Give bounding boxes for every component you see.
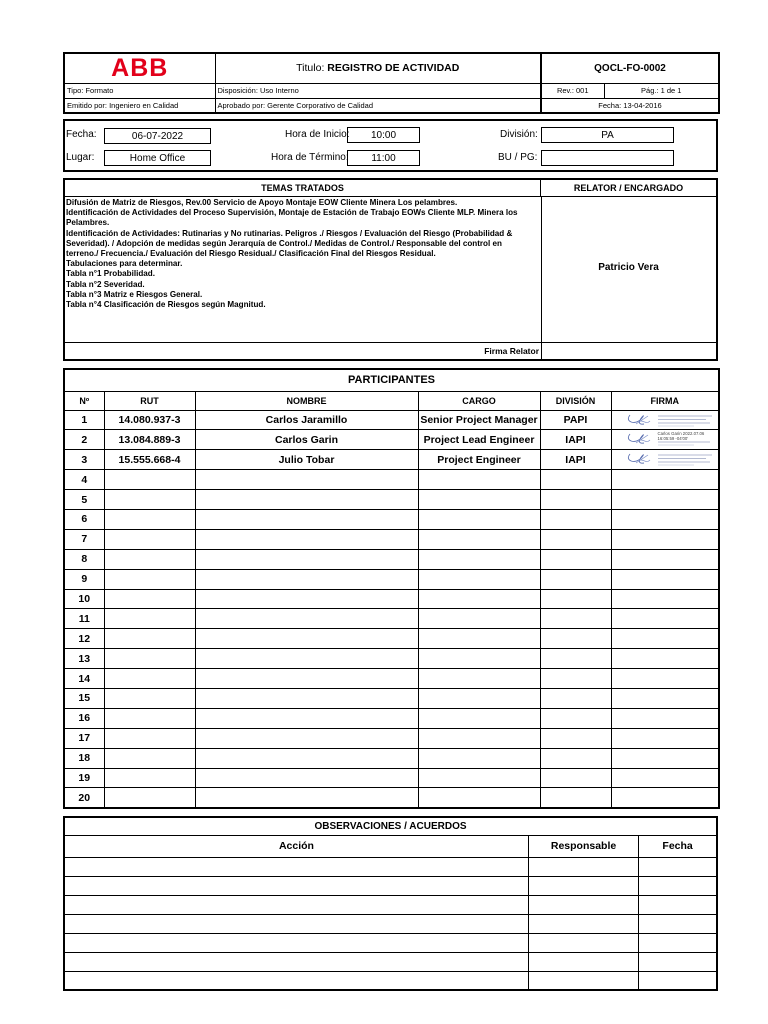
- temas-line: Tabla n°1 Probabilidad.: [66, 269, 155, 279]
- cargo-cell[interactable]: [418, 728, 540, 748]
- cargo-cell[interactable]: [418, 490, 540, 510]
- rut-cell[interactable]: [104, 788, 195, 808]
- rut-cell[interactable]: [104, 470, 195, 490]
- row-number: 20: [64, 788, 104, 808]
- accion-cell[interactable]: [64, 914, 528, 933]
- nombre-cell[interactable]: [195, 748, 418, 768]
- bu-field[interactable]: [541, 150, 674, 166]
- temas-line: Pelambres.: [66, 218, 110, 228]
- temas-section: [63, 178, 718, 361]
- col-header-cargo: CARGO: [418, 391, 540, 410]
- document-header: [63, 52, 720, 114]
- row-number: 2: [64, 430, 104, 450]
- division-cell[interactable]: IAPI: [540, 430, 611, 450]
- participant-row: [64, 450, 719, 470]
- cargo-cell[interactable]: [418, 748, 540, 768]
- fecha-cell[interactable]: [639, 933, 717, 952]
- firma-cell[interactable]: [611, 669, 719, 689]
- row-number: 8: [64, 549, 104, 569]
- division-cell[interactable]: [540, 569, 611, 589]
- fecha-cell[interactable]: [639, 952, 717, 971]
- rut-cell[interactable]: [104, 569, 195, 589]
- rut-cell[interactable]: [104, 708, 195, 728]
- temas-line: Tabulaciones para determinar.: [66, 259, 183, 269]
- rut-cell[interactable]: [104, 529, 195, 549]
- bu-label: BU / PG:: [498, 152, 538, 163]
- temas-line: Tabla n°3 Matriz e Riesgos General.: [66, 289, 203, 299]
- firma-relator-field[interactable]: [541, 343, 716, 360]
- responsable-cell[interactable]: [528, 895, 638, 914]
- accion-cell[interactable]: [64, 933, 528, 952]
- row-number: 13: [64, 649, 104, 669]
- division-cell[interactable]: [540, 649, 611, 669]
- participant-row: [64, 728, 719, 748]
- row-number: 6: [64, 509, 104, 529]
- fecha-field[interactable]: 06-07-2022: [104, 128, 211, 144]
- nombre-cell[interactable]: [195, 688, 418, 708]
- firma-cell[interactable]: [611, 490, 719, 510]
- row-number: 19: [64, 768, 104, 788]
- row-number: 4: [64, 470, 104, 490]
- cargo-cell[interactable]: [418, 609, 540, 629]
- division-cell[interactable]: [540, 728, 611, 748]
- participant-row: [64, 748, 719, 768]
- responsable-cell[interactable]: [528, 971, 638, 990]
- firma-cell[interactable]: [611, 410, 719, 430]
- division-cell[interactable]: [540, 748, 611, 768]
- division-label: División:: [500, 129, 538, 140]
- participant-row: [64, 430, 719, 450]
- nombre-cell[interactable]: [195, 490, 418, 510]
- firma-cell[interactable]: [611, 569, 719, 589]
- observacion-row: [64, 971, 717, 990]
- participant-row: [64, 549, 719, 569]
- revision: Rev.: 001: [541, 83, 604, 98]
- accion-cell[interactable]: [64, 895, 528, 914]
- nombre-cell[interactable]: Carlos Garin: [195, 430, 418, 450]
- emitido: Emitido por: Ingeniero en Calidad: [64, 98, 215, 113]
- firma-cell[interactable]: [611, 549, 719, 569]
- participant-row: [64, 509, 719, 529]
- row-number: 15: [64, 688, 104, 708]
- fecha-label: Fecha:: [66, 129, 97, 140]
- responsable-cell[interactable]: [528, 857, 638, 876]
- rut-cell[interactable]: [104, 748, 195, 768]
- nombre-cell[interactable]: Julio Tobar: [195, 450, 418, 470]
- cargo-cell[interactable]: [418, 589, 540, 609]
- row-number: 3: [64, 450, 104, 470]
- firma-relator-label: Firma Relator: [484, 346, 539, 356]
- rut-cell[interactable]: [104, 728, 195, 748]
- fecha-cell[interactable]: [639, 857, 717, 876]
- temas-line: Severidad). / Adopción de medidas según Jerarquía de Control./ Medidas de Control./ Responsable del control en: [66, 238, 502, 248]
- firma-cell[interactable]: [611, 649, 719, 669]
- firma-cell[interactable]: [611, 768, 719, 788]
- accion-cell[interactable]: [64, 971, 528, 990]
- participant-row: [64, 589, 719, 609]
- division-field[interactable]: PA: [541, 127, 674, 143]
- participant-row: [64, 629, 719, 649]
- document-date: Fecha: 13-04-2016: [541, 98, 719, 113]
- firma-cell[interactable]: [611, 728, 719, 748]
- cargo-cell[interactable]: [418, 708, 540, 728]
- division-cell[interactable]: [540, 549, 611, 569]
- nombre-cell[interactable]: [195, 529, 418, 549]
- firma-cell[interactable]: [611, 589, 719, 609]
- row-number: 7: [64, 529, 104, 549]
- participant-row: [64, 708, 719, 728]
- rut-cell[interactable]: 14.080.937-3: [104, 410, 195, 430]
- hora-termino-label: Hora de Término:: [271, 152, 349, 163]
- accion-cell[interactable]: [64, 952, 528, 971]
- division-cell[interactable]: [540, 609, 611, 629]
- participant-row: [64, 569, 719, 589]
- division-cell[interactable]: PAPI: [540, 410, 611, 430]
- division-cell[interactable]: [540, 509, 611, 529]
- division-cell[interactable]: [540, 529, 611, 549]
- firma-cell[interactable]: [611, 450, 719, 470]
- rut-cell[interactable]: 13.084.889-3: [104, 430, 195, 450]
- document-title: REGISTRO DE ACTIVIDAD: [327, 62, 460, 75]
- division-cell[interactable]: [540, 629, 611, 649]
- nombre-cell[interactable]: [195, 788, 418, 808]
- nombre-cell[interactable]: [195, 470, 418, 490]
- cargo-cell[interactable]: [418, 549, 540, 569]
- row-number: 17: [64, 728, 104, 748]
- nombre-cell[interactable]: [195, 589, 418, 609]
- signature-text: Carlos Garin 2022.07.06 16:05:59 -04'00': [658, 431, 718, 441]
- col-header-firma: FIRMA: [611, 391, 719, 410]
- observacion-row: [64, 914, 717, 933]
- observaciones-table: [63, 816, 718, 991]
- signature-image: [614, 412, 718, 429]
- responsable-cell[interactable]: [528, 952, 638, 971]
- fecha-cell[interactable]: [639, 876, 717, 895]
- firma-cell[interactable]: [611, 470, 719, 490]
- participant-row: [64, 490, 719, 510]
- firma-cell[interactable]: [611, 609, 719, 629]
- responsable-cell[interactable]: [528, 914, 638, 933]
- fecha-cell[interactable]: [639, 971, 717, 990]
- observacion-row: [64, 933, 717, 952]
- lugar-field[interactable]: Home Office: [104, 150, 211, 166]
- row-number: 12: [64, 629, 104, 649]
- responsable-cell[interactable]: [528, 876, 638, 895]
- cargo-cell[interactable]: [418, 768, 540, 788]
- activity-info: [63, 119, 718, 172]
- nombre-cell[interactable]: [195, 629, 418, 649]
- nombre-cell[interactable]: Carlos Jaramillo: [195, 410, 418, 430]
- participant-row: [64, 609, 719, 629]
- participant-row: [64, 768, 719, 788]
- cargo-cell[interactable]: Project Engineer: [418, 450, 540, 470]
- observacion-row: [64, 895, 717, 914]
- temas-line: Identificación de Actividades del Proceso Supervisión, Montaje de Estación de Trabajo EOWs Cliente MLP. Minera los: [66, 208, 518, 218]
- fecha-cell[interactable]: [639, 914, 717, 933]
- observacion-row: [64, 857, 717, 876]
- col-header-nombre: NOMBRE: [195, 391, 418, 410]
- rut-cell[interactable]: [104, 589, 195, 609]
- rut-cell[interactable]: [104, 629, 195, 649]
- row-number: 16: [64, 708, 104, 728]
- hora-inicio-field[interactable]: 10:00: [347, 127, 420, 143]
- row-number: 14: [64, 669, 104, 689]
- tipo: Tipo: Formato: [64, 83, 215, 98]
- cargo-cell[interactable]: Senior Project Manager: [418, 410, 540, 430]
- signature-image: [614, 451, 718, 468]
- row-number: 1: [64, 410, 104, 430]
- nombre-cell[interactable]: [195, 669, 418, 689]
- division-cell[interactable]: [540, 470, 611, 490]
- division-cell[interactable]: [540, 688, 611, 708]
- participant-row: [64, 788, 719, 808]
- col-header-responsable: Responsable: [528, 835, 638, 857]
- participant-row: [64, 688, 719, 708]
- rut-cell[interactable]: [104, 549, 195, 569]
- page-count: Pág.: 1 de 1: [604, 83, 719, 98]
- row-number: 9: [64, 569, 104, 589]
- col-header-n: Nº: [64, 391, 104, 410]
- code-cell: QOCL-FO-0002: [541, 53, 719, 83]
- rut-cell[interactable]: [104, 688, 195, 708]
- accion-cell[interactable]: [64, 857, 528, 876]
- col-header-rut: RUT: [104, 391, 195, 410]
- cargo-cell[interactable]: [418, 669, 540, 689]
- lugar-label: Lugar:: [66, 152, 95, 163]
- relator-name: Patricio Vera: [598, 262, 659, 273]
- participant-row: [64, 669, 719, 689]
- firma-cell[interactable]: [611, 430, 719, 450]
- division-cell[interactable]: [540, 768, 611, 788]
- cargo-cell[interactable]: [418, 470, 540, 490]
- rut-cell[interactable]: [104, 768, 195, 788]
- accion-cell[interactable]: [64, 876, 528, 895]
- col-header-division: DIVISIÓN: [540, 391, 611, 410]
- aprobado: Aprobado por: Gerente Corporativo de Calidad: [215, 98, 541, 113]
- col-header-fecha: Fecha: [639, 835, 717, 857]
- rut-cell[interactable]: [104, 649, 195, 669]
- nombre-cell[interactable]: [195, 569, 418, 589]
- rut-cell[interactable]: [104, 669, 195, 689]
- division-cell[interactable]: [540, 788, 611, 808]
- cargo-cell[interactable]: [418, 788, 540, 808]
- nombre-cell[interactable]: [195, 708, 418, 728]
- participantes-title: PARTICIPANTES: [64, 369, 719, 391]
- title-cell: [215, 53, 541, 83]
- responsable-cell[interactable]: [528, 933, 638, 952]
- temas-line: Identificación de Actividades: Rutinarias y No rutinarias. Peligros ./ Riesgos / Evaluación del Riesgo (Probabilidad &: [66, 228, 513, 238]
- firma-cell[interactable]: [611, 748, 719, 768]
- rut-cell[interactable]: [104, 490, 195, 510]
- observacion-row: [64, 876, 717, 895]
- disposicion: Disposición: Uso Interno: [215, 83, 541, 98]
- firma-cell[interactable]: [611, 509, 719, 529]
- rut-cell[interactable]: [104, 609, 195, 629]
- division-cell[interactable]: [540, 589, 611, 609]
- cargo-cell[interactable]: [418, 649, 540, 669]
- nombre-cell[interactable]: [195, 768, 418, 788]
- participant-row: [64, 649, 719, 669]
- row-number: 11: [64, 609, 104, 629]
- participant-row: [64, 410, 719, 430]
- hora-inicio-label: Hora de Inicio:: [285, 129, 350, 140]
- observaciones-title: OBSERVACIONES / ACUERDOS: [64, 817, 717, 835]
- cargo-cell[interactable]: [418, 688, 540, 708]
- division-cell[interactable]: IAPI: [540, 450, 611, 470]
- firma-cell[interactable]: [611, 788, 719, 808]
- temas-line: terreno./ Frecuencia./ Evaluación del Riesgo Residual./ Clasificación Final del Riesgos Residual.: [66, 249, 436, 259]
- rut-cell[interactable]: [104, 509, 195, 529]
- nombre-cell[interactable]: [195, 728, 418, 748]
- division-cell[interactable]: [540, 669, 611, 689]
- nombre-cell[interactable]: [195, 609, 418, 629]
- title-label: Titulo:: [296, 62, 325, 75]
- hora-termino-field[interactable]: 11:00: [347, 150, 420, 166]
- cargo-cell[interactable]: [418, 509, 540, 529]
- abb-logo: ABB: [111, 54, 169, 83]
- observacion-row: [64, 952, 717, 971]
- row-number: 5: [64, 490, 104, 510]
- division-cell[interactable]: [540, 490, 611, 510]
- relator-header: RELATOR / ENCARGADO: [541, 180, 716, 197]
- cargo-cell[interactable]: Project Lead Engineer: [418, 430, 540, 450]
- temas-line: Difusión de Matriz de Riesgos, Rev.00 Servicio de Apoyo Montaje EOW Cliente Minera Los pelambres.: [66, 198, 458, 207]
- firma-cell[interactable]: [611, 629, 719, 649]
- participant-row: [64, 529, 719, 549]
- firma-cell[interactable]: [611, 529, 719, 549]
- row-number: 18: [64, 748, 104, 768]
- participant-row: [64, 470, 719, 490]
- logo-cell: [64, 53, 215, 83]
- cargo-cell[interactable]: [418, 529, 540, 549]
- temas-line: Tabla n°2 Severidad.: [66, 279, 145, 289]
- row-number: 10: [64, 589, 104, 609]
- firma-cell[interactable]: [611, 708, 719, 728]
- nombre-cell[interactable]: [195, 549, 418, 569]
- temas-line: Tabla n°4 Clasificación de Riesgos según Magnitud.: [66, 300, 266, 310]
- col-header-accion: Acción: [64, 835, 528, 857]
- cargo-cell[interactable]: [418, 629, 540, 649]
- participantes-table: [63, 368, 720, 809]
- firma-cell[interactable]: [611, 688, 719, 708]
- nombre-cell[interactable]: [195, 509, 418, 529]
- cargo-cell[interactable]: [418, 569, 540, 589]
- rut-cell[interactable]: 15.555.668-4: [104, 450, 195, 470]
- temas-header: TEMAS TRATADOS: [65, 180, 541, 197]
- division-cell[interactable]: [540, 708, 611, 728]
- temas-content: [66, 198, 540, 310]
- nombre-cell[interactable]: [195, 649, 418, 669]
- fecha-cell[interactable]: [639, 895, 717, 914]
